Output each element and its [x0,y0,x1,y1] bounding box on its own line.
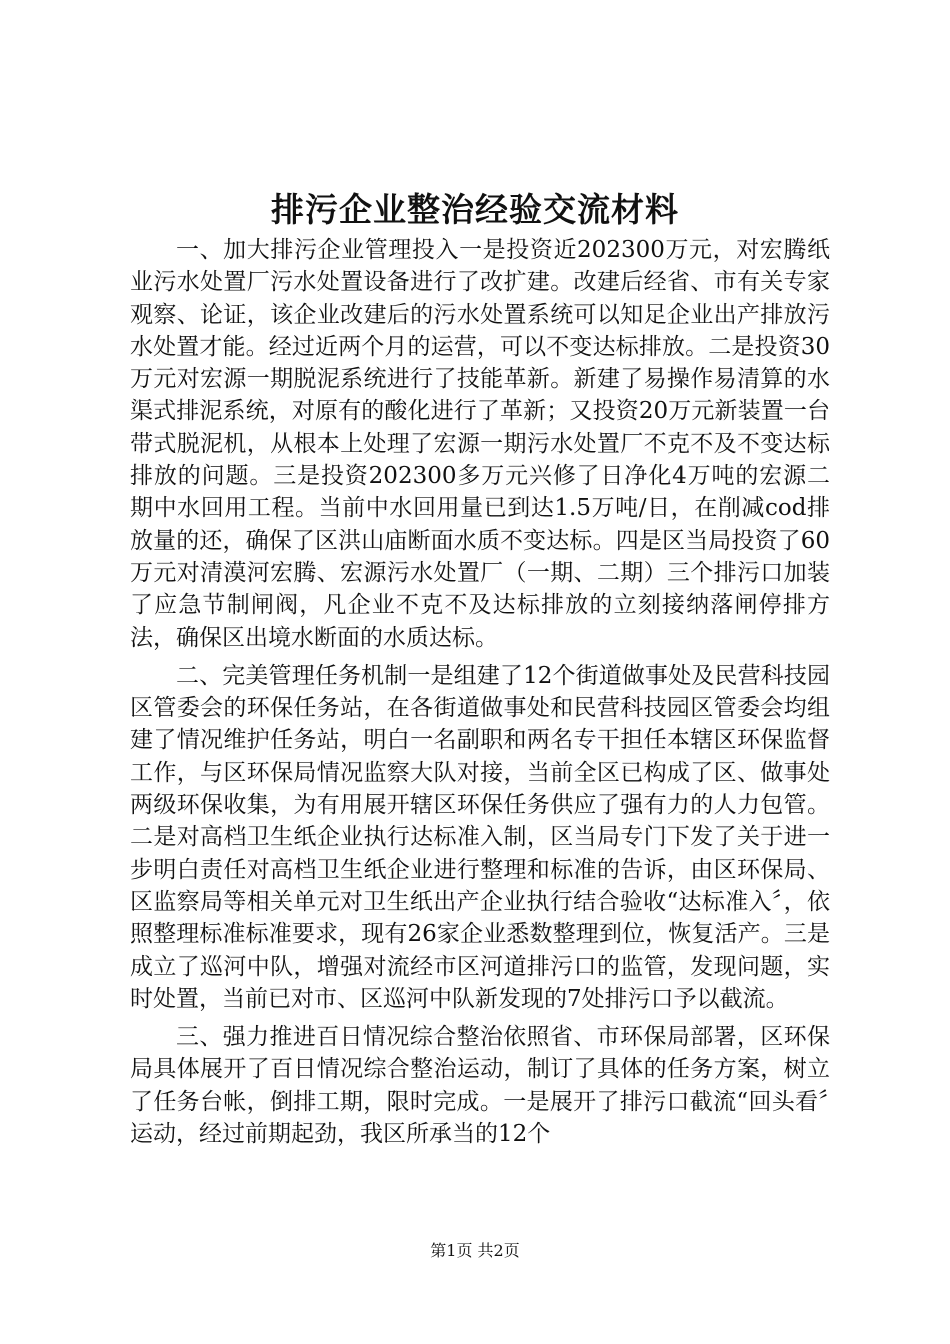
paragraph-2: 二、完美管理任务机制一是组建了12个街道做事处及民营科技园区管委会的环保任务站，在各街道做事处和民营科技园区管委会均组建了情况维护任务站，明白一名副职和两名专干担任本辖区环保监督工作，与区环保局情况监察大队对接，当前全区已构成了区、做事处两级环保收集，为有用展开辖区环保任务供应了强有力的人力包管。二是对高档卫生纸企业执行达标准入制，区当局专门下发了关于进一步明白责任对高档卫生纸企业进行整理和标准的告诉，由区环保局、区监察局等相关单元对卫生纸出产企业执行结合验收“达标准入〞，依照整理标准标准要求，现有26家企业悉数整理到位，恢复活产。三是成立了巡河中队，增强对流经市区河道排污口的监管，发现问题，实时处置，当前已对市、区巡河中队新发现的7处排污口予以截流。 [130,662,830,1012]
paragraph-1: 一、加大排污企业管理投入一是投资近202300万元，对宏腾纸业污水处置厂污水处置设备进行了改扩建。改建后经省、市有关专家观察、论证，该企业改建后的污水处置系统可以知足企业出产排放污水处置才能。经过近两个月的运营，可以不变达标排放。二是投资30万元对宏源一期脱泥系统进行了技能革新。新建了易操作易清算的水渠式排泥系统，对原有的酸化进行了革新；又投资20万元新装置一台带式脱泥机，从根本上处理了宏源一期污水处置厂不克不及不变达标排放的问题。三是投资202300多万元兴修了日净化4万吨的宏源二期中水回用工程。当前中水回用量已到达1.5万吨/日，在削减cod排放量的还，确保了区洪山庙断面水质不变达标。四是区当局投资了60万元对清漠河宏腾、宏源污水处置厂（一期、二期）三个排污口加装了应急节制闸阀，凡企业不克不及达标排放的立刻接纳落闸停排方法，确保区出境水断面的水质达标。 [130,237,830,651]
document-body [130,234,830,1156]
page-number-footer: 第1页 共2页 [430,1241,520,1260]
paragraph-3: 三、强力推进百日情况综合整治依照省、市环保局部署，区环保局具体展开了百日情况综合整治运动，制订了具体的任务方案，树立了任务台帐，倒排工期，限时完成。一是展开了排污口截流“回头看〞运动，经过前期起劲，我区所承当的12个 [130,1024,830,1148]
document-title: 排污企业整治经验交流材料 [271,190,679,229]
